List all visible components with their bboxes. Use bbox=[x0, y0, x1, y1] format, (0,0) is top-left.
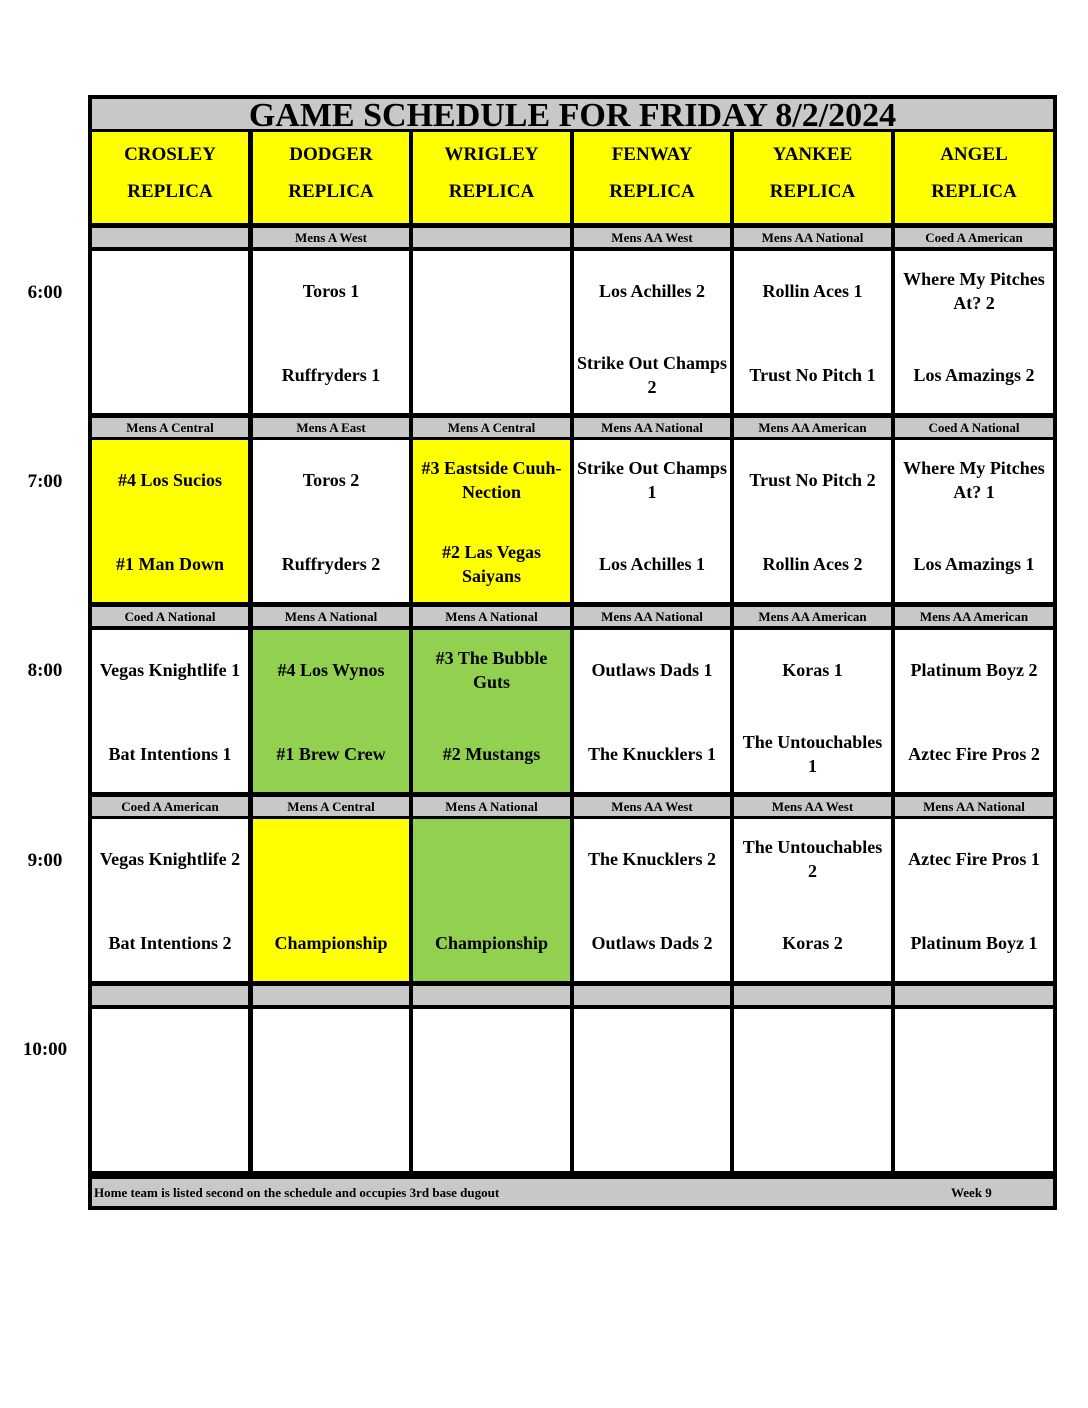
game-cell bbox=[895, 440, 1053, 602]
field-name: WRIGLEY bbox=[444, 144, 539, 165]
field-type: REPLICA bbox=[448, 181, 535, 202]
away-team: Platinum Boyz 2 bbox=[910, 660, 1038, 680]
game-cell bbox=[574, 630, 730, 792]
away-team: #4 Los Sucios bbox=[117, 470, 223, 490]
game-cell bbox=[253, 440, 409, 602]
game-cell bbox=[895, 1009, 1053, 1171]
game-cell bbox=[92, 1009, 248, 1171]
home-team: Outlaws Dads 2 bbox=[591, 933, 713, 953]
division-label: Mens A National bbox=[413, 797, 570, 816]
game-cell bbox=[92, 819, 248, 981]
field-header-dodger bbox=[253, 132, 409, 223]
game-cell bbox=[734, 630, 891, 792]
field-name: DODGER bbox=[289, 144, 373, 165]
week-label: Week 9 bbox=[951, 1185, 992, 1200]
home-team: Strike Out Champs 2 bbox=[576, 353, 728, 397]
away-team bbox=[413, 829, 570, 889]
time-label: 10:00 bbox=[22, 1039, 68, 1060]
away-team bbox=[734, 1019, 891, 1079]
division-label bbox=[413, 986, 570, 1005]
away-team: Los Achilles 2 bbox=[598, 281, 705, 301]
away-team: Aztec Fire Pros 1 bbox=[908, 849, 1040, 869]
division-label: Mens A National bbox=[253, 607, 409, 626]
division-label: Mens AA West bbox=[574, 797, 730, 816]
away-team: Vegas Knightlife 2 bbox=[99, 849, 241, 869]
home-team bbox=[413, 345, 570, 405]
home-team: Ruffryders 2 bbox=[281, 554, 381, 574]
division-label: Mens A East bbox=[253, 418, 409, 437]
game-cell bbox=[253, 630, 409, 792]
home-team: #1 Man Down bbox=[115, 554, 224, 574]
game-cell bbox=[895, 251, 1053, 413]
home-team: #2 Mustangs bbox=[442, 744, 541, 764]
field-type: REPLICA bbox=[609, 181, 695, 202]
game-cell bbox=[734, 1009, 891, 1171]
schedule-table bbox=[88, 95, 1057, 1210]
game-cell bbox=[253, 251, 409, 413]
away-team: #4 Los Wynos bbox=[277, 660, 385, 680]
time-label: 7:00 bbox=[27, 471, 63, 492]
division-label: Mens AA National bbox=[574, 418, 730, 437]
away-team bbox=[253, 1019, 409, 1079]
home-team: Ruffryders 1 bbox=[281, 365, 381, 385]
home-team: Platinum Boyz 1 bbox=[910, 933, 1038, 953]
away-team bbox=[92, 261, 248, 321]
game-cell bbox=[92, 440, 248, 602]
away-team: Toros 1 bbox=[302, 281, 360, 301]
division-label: Mens A Central bbox=[253, 797, 409, 816]
away-team bbox=[253, 829, 409, 889]
field-header-angel bbox=[895, 132, 1053, 223]
away-team: Outlaws Dads 1 bbox=[591, 660, 713, 680]
division-label bbox=[574, 986, 730, 1005]
game-cell bbox=[413, 630, 570, 792]
time-column bbox=[0, 0, 90, 1408]
away-team: Where My Pitches At? 1 bbox=[903, 458, 1045, 502]
home-team: Bat Intentions 1 bbox=[108, 744, 232, 764]
home-team bbox=[734, 1103, 891, 1163]
game-cell bbox=[734, 251, 891, 413]
field-name: YANKEE bbox=[772, 144, 853, 165]
home-team: Bat Intentions 2 bbox=[108, 933, 232, 953]
division-label bbox=[895, 986, 1053, 1005]
division-label: Coed A American bbox=[92, 797, 248, 816]
field-type: REPLICA bbox=[769, 181, 856, 202]
game-cell bbox=[413, 251, 570, 413]
home-team-note: Home team is listed second on the schedule and occupies 3rd base dugout bbox=[94, 1185, 500, 1200]
away-team: Strike Out Champs 1 bbox=[576, 458, 728, 502]
away-team bbox=[574, 1019, 730, 1079]
division-label: Mens AA American bbox=[734, 418, 891, 437]
home-team: Los Achilles 1 bbox=[598, 554, 705, 574]
game-cell bbox=[92, 251, 248, 413]
division-label: Mens AA American bbox=[734, 607, 891, 626]
field-header-crosley bbox=[92, 132, 248, 223]
game-cell bbox=[253, 819, 409, 981]
field-type: REPLICA bbox=[127, 181, 213, 202]
page-title: GAME SCHEDULE FOR FRIDAY 8/2/2024 bbox=[92, 99, 1053, 129]
field-type: REPLICA bbox=[288, 181, 374, 202]
game-cell bbox=[574, 251, 730, 413]
field-name: ANGEL bbox=[940, 144, 1008, 165]
division-label: Mens A Central bbox=[92, 418, 248, 437]
away-team: #3 The Bubble Guts bbox=[435, 648, 548, 692]
home-team bbox=[574, 1103, 730, 1163]
home-team bbox=[895, 1103, 1053, 1163]
game-cell bbox=[92, 630, 248, 792]
division-label: Mens AA National bbox=[895, 797, 1053, 816]
home-team: Aztec Fire Pros 2 bbox=[908, 744, 1040, 764]
home-team: Los Amazings 2 bbox=[913, 365, 1035, 385]
game-cell bbox=[574, 1009, 730, 1171]
division-label: Mens AA National bbox=[734, 228, 891, 247]
home-team: #2 Las Vegas Saiyans bbox=[441, 542, 542, 586]
division-label bbox=[413, 228, 570, 247]
game-cell bbox=[413, 440, 570, 602]
game-cell bbox=[413, 1009, 570, 1171]
home-team: Championship bbox=[434, 933, 549, 953]
home-team: The Knucklers 1 bbox=[587, 744, 716, 764]
home-team bbox=[92, 1103, 248, 1163]
division-label: Mens A Central bbox=[413, 418, 570, 437]
game-cell bbox=[574, 819, 730, 981]
home-team: Championship bbox=[274, 933, 388, 953]
home-team bbox=[413, 1103, 570, 1163]
home-team: Koras 2 bbox=[782, 933, 843, 953]
away-team bbox=[92, 1019, 248, 1079]
away-team bbox=[413, 1019, 570, 1079]
home-team: Trust No Pitch 1 bbox=[749, 365, 876, 385]
game-cell bbox=[734, 819, 891, 981]
game-cell bbox=[734, 440, 891, 602]
field-type: REPLICA bbox=[931, 181, 1017, 202]
division-label bbox=[92, 228, 248, 247]
game-cell bbox=[895, 819, 1053, 981]
division-label bbox=[92, 986, 248, 1005]
division-label: Mens A National bbox=[413, 607, 570, 626]
division-label bbox=[734, 986, 891, 1005]
footer-bar bbox=[92, 1179, 1053, 1206]
away-team: Toros 2 bbox=[302, 470, 360, 490]
home-team: Rollin Aces 2 bbox=[762, 554, 863, 574]
division-label: Coed A National bbox=[895, 418, 1053, 437]
division-label: Coed A American bbox=[895, 228, 1053, 247]
time-label: 6:00 bbox=[27, 282, 63, 303]
home-team: Los Amazings 1 bbox=[913, 554, 1035, 574]
home-team: The Untouchables 1 bbox=[742, 732, 883, 776]
away-team bbox=[413, 261, 570, 321]
division-label: Mens AA National bbox=[574, 607, 730, 626]
away-team bbox=[895, 1019, 1053, 1079]
game-cell bbox=[895, 630, 1053, 792]
division-label: Mens A West bbox=[253, 228, 409, 247]
away-team: Vegas Knightlife 1 bbox=[99, 660, 241, 680]
division-label: Mens AA American bbox=[895, 607, 1053, 626]
home-team: #1 Brew Crew bbox=[276, 744, 386, 764]
away-team: #3 Eastside Cuuh-Nection bbox=[421, 458, 562, 502]
game-cell bbox=[574, 440, 730, 602]
time-label: 8:00 bbox=[27, 660, 63, 681]
game-cell bbox=[253, 1009, 409, 1171]
away-team: Where My Pitches At? 2 bbox=[903, 269, 1045, 313]
time-label: 9:00 bbox=[27, 850, 63, 871]
division-label: Coed A National bbox=[92, 607, 248, 626]
home-team bbox=[253, 1103, 409, 1163]
division-label bbox=[253, 986, 409, 1005]
field-header-fenway bbox=[574, 132, 730, 223]
division-label: Mens AA West bbox=[574, 228, 730, 247]
away-team: Trust No Pitch 2 bbox=[749, 470, 876, 490]
field-name: FENWAY bbox=[611, 144, 693, 165]
away-team: The Untouchables 2 bbox=[742, 837, 883, 881]
field-name: CROSLEY bbox=[124, 144, 216, 165]
away-team: Rollin Aces 1 bbox=[762, 281, 863, 301]
away-team: The Knucklers 2 bbox=[587, 849, 716, 869]
division-label: Mens AA West bbox=[734, 797, 891, 816]
home-team bbox=[92, 345, 248, 405]
game-cell bbox=[413, 819, 570, 981]
field-header-yankee bbox=[734, 132, 891, 223]
field-header-wrigley bbox=[413, 132, 570, 223]
away-team: Koras 1 bbox=[782, 660, 843, 680]
